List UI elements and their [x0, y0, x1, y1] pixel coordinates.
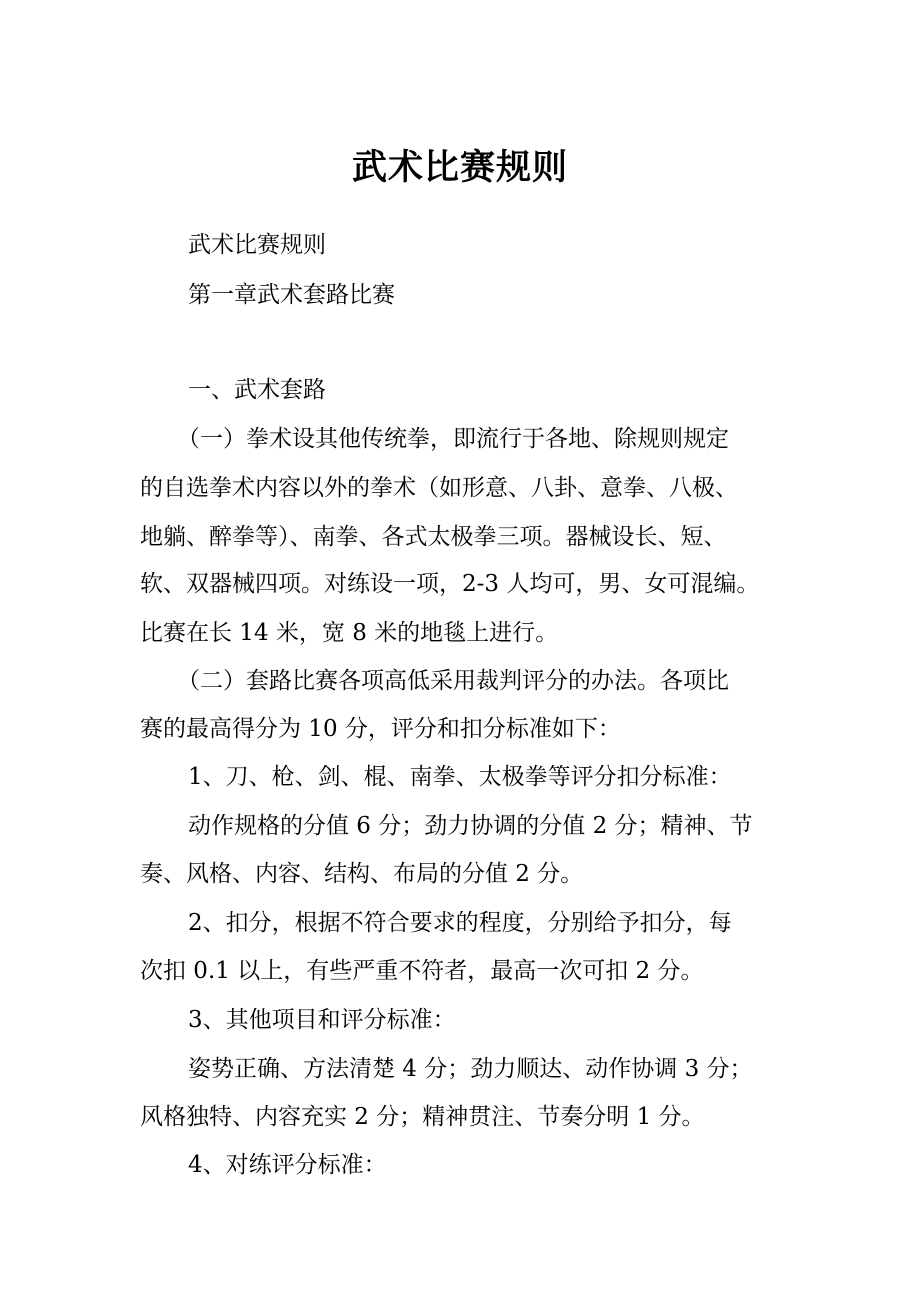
- subtitle-line: 武术比赛规则: [188, 232, 326, 258]
- paragraph-line: 3、其他项目和评分标准：: [188, 1007, 456, 1033]
- document-title: 武术比赛规则: [351, 147, 568, 188]
- paragraph-line: 风格独特、内容充实 2 分；精神贯注、节奏分明 1 分。: [140, 1104, 705, 1130]
- paragraph-line: 软、双器械四项。对练设一项，2-3 人均可，男、女可混编。: [140, 571, 760, 597]
- paragraph-line: 动作规格的分值 6 分；劲力协调的分值 2 分；精神、节: [188, 813, 753, 839]
- paragraph-line: 的自选拳术内容以外的拳术（如形意、八卦、意拳、八极、: [140, 475, 738, 501]
- paragraph-line: 奏、风格、内容、结构、布局的分值 2 分。: [140, 861, 584, 887]
- paragraph-line: 1、刀、枪、剑、棍、南拳、太极拳等评分扣分标准：: [188, 764, 732, 790]
- section-heading: 一、武术套路: [188, 377, 326, 403]
- paragraph-line: 赛的最高得分为 10 分，评分和扣分标准如下：: [140, 716, 621, 742]
- paragraph-line: 地躺、醉拳等）、南拳、各式太极拳三项。器械设长、短、: [140, 524, 727, 550]
- paragraph-line: （二）套路比赛各项高低采用裁判评分的办法。各项比: [177, 668, 729, 694]
- paragraph-line: 4、对练评分标准：: [188, 1152, 387, 1178]
- paragraph-line: 比赛在长 14 米，宽 8 米的地毯上进行。: [140, 620, 559, 646]
- paragraph-line: （一）拳术设其他传统拳，即流行于各地、除规则规定: [177, 426, 729, 452]
- paragraph-line: 2、扣分，根据不符合要求的程度，分别给予扣分，每: [188, 910, 732, 936]
- paragraph-line: 次扣 0.1 以上，有些严重不符者，最高一次可扣 2 分。: [140, 958, 704, 984]
- paragraph-line: 姿势正确、方法清楚 4 分；劲力顺达、动作协调 3 分；: [188, 1056, 753, 1082]
- chapter-heading: 第一章武术套路比赛: [188, 282, 395, 308]
